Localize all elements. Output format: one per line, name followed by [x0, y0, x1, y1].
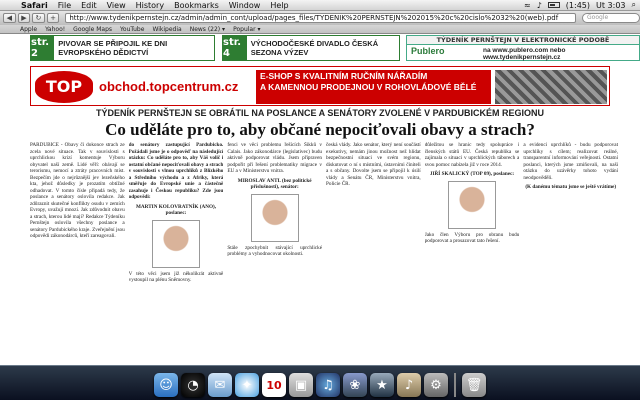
bookmark-wikipedia[interactable]: Wikipedia	[152, 25, 182, 33]
menu-history[interactable]: History	[135, 0, 165, 10]
battery-icon[interactable]	[548, 2, 560, 8]
menu-view[interactable]: View	[106, 0, 126, 10]
safari-icon[interactable]: ✦	[235, 373, 259, 397]
finder-icon[interactable]: ☺	[154, 373, 178, 397]
menu-bookmarks[interactable]: Bookmarks	[174, 0, 219, 10]
volume-icon[interactable]: ♪	[536, 0, 542, 10]
menu-edit[interactable]: Edit	[81, 0, 97, 10]
spotlight-icon[interactable]: ⌕	[631, 0, 636, 9]
article-column-2	[129, 142, 224, 364]
speaker-text: Jako člen Výboru pro obranu budu podporovat a prosazovat tato řešení.	[424, 231, 520, 244]
publero-title: TÝDENÍK PERNŠTEJN V ELEKTRONICKÉ PODOBĚ	[407, 36, 639, 45]
dock	[0, 365, 640, 400]
promo-text: VÝCHODOČESKÉ DIVADLO ČESKÁ SEZONA VÝZEV	[250, 39, 379, 57]
imovie-icon[interactable]: ★	[370, 373, 394, 397]
menu-safari[interactable]: Safari	[21, 0, 48, 10]
column-text: fenci ve věci problemu řešících Šikků v Calais. Jako zákonodárce (legislativec) budu aktivně podporovat vládu. Jsem připraven podpořit při řešení problematiky migrace v EU a v Ministerstvu vnitra.	[227, 142, 323, 174]
article-column-4	[326, 142, 421, 364]
speaker-text: V této věci jsem již několikrát aktivně vystoupil na plénu Sněmovny.	[128, 270, 224, 283]
promo-box-1[interactable]	[30, 35, 215, 61]
add-bookmark-button[interactable]: +	[47, 13, 60, 23]
footnote: (K danému tématu jsme se ještě vrátíme)	[525, 184, 617, 190]
topcentrum-ad[interactable]	[30, 66, 610, 106]
column-text: do senátory zastupující Pardubicko. Požádali jsme je o odpověď na následující otázku: Co uděláte pro to, aby Váš volič i ostatní občané nepociťovali obavy a strach v souvislosti s vlnou uprchlíků z Blízkého a Středního východu a z Afriky, která směřuje do Evropské unie a částečně zasahuje i Českou republiku? Zde jsou odpovědi:	[128, 142, 224, 200]
itunes-icon[interactable]: ♫	[316, 373, 340, 397]
clock[interactable]: Ut 3:03	[596, 0, 626, 10]
system-prefs-icon[interactable]: ⚙	[424, 373, 448, 397]
trash-icon[interactable]: 🗑	[462, 373, 486, 397]
shop-url: obchod.topcentrum.cz	[99, 79, 239, 94]
dock-separator	[454, 373, 456, 397]
pdf-page[interactable]	[0, 35, 640, 365]
politician-photo	[251, 194, 299, 242]
menu-window[interactable]: Window	[228, 0, 261, 10]
article-subheadline: TÝDENÍK PERNŠTEJN SE OBRÁTIL NA POSLANCE A SENÁTORY ZVOLENÉ V PARDUBICKÉM REGIONU	[95, 108, 545, 118]
column-text: PARDUBICE - Obavy či dokonce strach ze zcela nové situace. Tak v souvislosti s uprchlickou krizí komentuje Výboru obyvatel naší země. Lidé věří: obávají se terorismu, nemocí a ztráty pracovních míst. Bezpečím jde o nejrůznější jev lezeňského kta, jehož důsledky je prozatím obtížné odhadovat. V tomto čísle připadá tedy, že poslance a senátory oslovila redakce. Jak zdůraznit skutečné konflikty osudu v zemích Evropy, uvažují mnozí. Jak zdůvodnit obavu a strach, kterou lidé mají? Redakce Týdeníku Pernštejn oslovila všechny poslance a senátory Pardubického kraje. Zveřejnění jsou odpovědi zákonodárců, kteří zareagovali.	[30, 142, 125, 239]
bookmark-yahoo[interactable]: Yahoo!	[45, 25, 66, 33]
bookmark-apple[interactable]: Apple	[20, 25, 38, 33]
menu-file[interactable]: File	[57, 0, 72, 10]
top-logo: TOP	[35, 71, 93, 103]
bookmark-youtube[interactable]: YouTube	[120, 25, 145, 33]
speaker-heading: JIŘÍ SKALICKÝ (TOP 09), poslanec:	[429, 171, 515, 177]
publero-web-line2: www.tydenikpernstejn.cz	[483, 54, 561, 61]
speaker-heading: MIROSLAV ANTL (bez politické příslušnosti), senátor:	[237, 177, 312, 190]
promo-page-number: str. 2	[31, 36, 54, 60]
promo-text: PIVOVAR SE PŘIPOJIL KE DNI EVROPSKÉHO DĚDICTVÍ	[58, 39, 168, 57]
article-columns	[30, 142, 618, 364]
eshop-line1: E-SHOP S KVALITNÍM RUČNÍM NÁŘADÍM	[260, 71, 428, 81]
tools-image	[495, 70, 607, 104]
promo-page-number: str. 4	[223, 36, 247, 60]
eshop-banner	[256, 70, 491, 104]
preview-icon[interactable]: ▣	[289, 373, 313, 397]
battery-time: (1:45)	[565, 0, 591, 10]
browser-toolbar	[0, 11, 640, 25]
back-button[interactable]: ◀	[3, 13, 16, 23]
column-text: a evidenci uprchlíků - budu podporovat uprchlíky s cílem; realizovat reálné, transparentní informování veřejnosti. Ostatní poslanci, kterých jsme zmiňovali, na naši otázku do uzávěrky tohoto vydání neodpověděli.	[523, 142, 619, 181]
column-text: důležitou se hranic tedy spolupráce i členských států EU. Česká republika se zajímala o situaci v uprchlických táborech a svou pomoc nabízela již v roce 2014.	[424, 142, 520, 168]
menu-bar	[0, 0, 640, 11]
bookmark-google-maps[interactable]: Google Maps	[73, 25, 113, 33]
reload-icon[interactable]: ↻	[32, 13, 45, 23]
mail-icon[interactable]: ✉	[208, 373, 232, 397]
publero-web	[483, 47, 565, 61]
bookmark-news[interactable]: News (22) ▾	[189, 25, 226, 33]
eshop-line2: A KAMENNOU PRODEJNOU V ROHOVLÁDOVÉ BĚLÉ	[260, 82, 477, 92]
dashboard-icon[interactable]: ◔	[181, 373, 205, 397]
column-text: česká vlády. Jako senátor, který není součástí exekutivy, nemám jinou možnost než hlídat bezpečnostní situaci ve svém regionu, diskutovat o ní s místními, ústavními činiteli a s občany. Dovolte jsem se připojil k úsilí vlády a Senátu ČR, Ministerstvu vnitra, Policie ČR.	[326, 142, 421, 187]
speaker-text: Stále zpochybnit stávající uprchlické problémy a vyhodnocovat okolnosti.	[227, 244, 323, 257]
address-bar[interactable]: http://www.tydenikpernstejn.cz/admin/admin_cont/upload/pages_files/TYDENIK%20PERNSTEJN%202015%20c%20cislo%2032%20(web).pdf	[65, 13, 576, 23]
garageband-icon[interactable]: ♪	[397, 373, 421, 397]
publero-logo: Publero	[411, 46, 445, 56]
iphoto-icon[interactable]: ❀	[343, 373, 367, 397]
politician-photo	[152, 220, 200, 268]
article-column-5	[425, 142, 520, 364]
article-column-1	[30, 142, 125, 364]
forward-button[interactable]: ▶	[18, 13, 31, 23]
publero-web-line1: na www.publero.com nebo	[483, 47, 566, 54]
article-headline: Co uděláte pro to, aby občané nepociťovali obavy a strach?	[105, 120, 535, 139]
promo-box-2[interactable]	[222, 35, 400, 61]
menu-extras	[524, 0, 640, 10]
menu-help[interactable]: Help	[270, 0, 289, 10]
ical-icon[interactable]: 10	[262, 373, 286, 397]
wifi-icon[interactable]: ≈	[523, 0, 531, 10]
article-column-3	[227, 142, 322, 364]
bookmark-popular[interactable]: Popular ▾	[233, 25, 261, 33]
speaker-heading: MARTIN KOLOVRATNÍK (ANO), poslanec:	[136, 203, 216, 216]
search-input[interactable]: Google	[582, 13, 640, 23]
article-column-6	[523, 142, 618, 364]
bookmarks-bar	[0, 25, 640, 34]
politician-photo	[448, 181, 496, 229]
publero-banner[interactable]	[406, 35, 640, 61]
